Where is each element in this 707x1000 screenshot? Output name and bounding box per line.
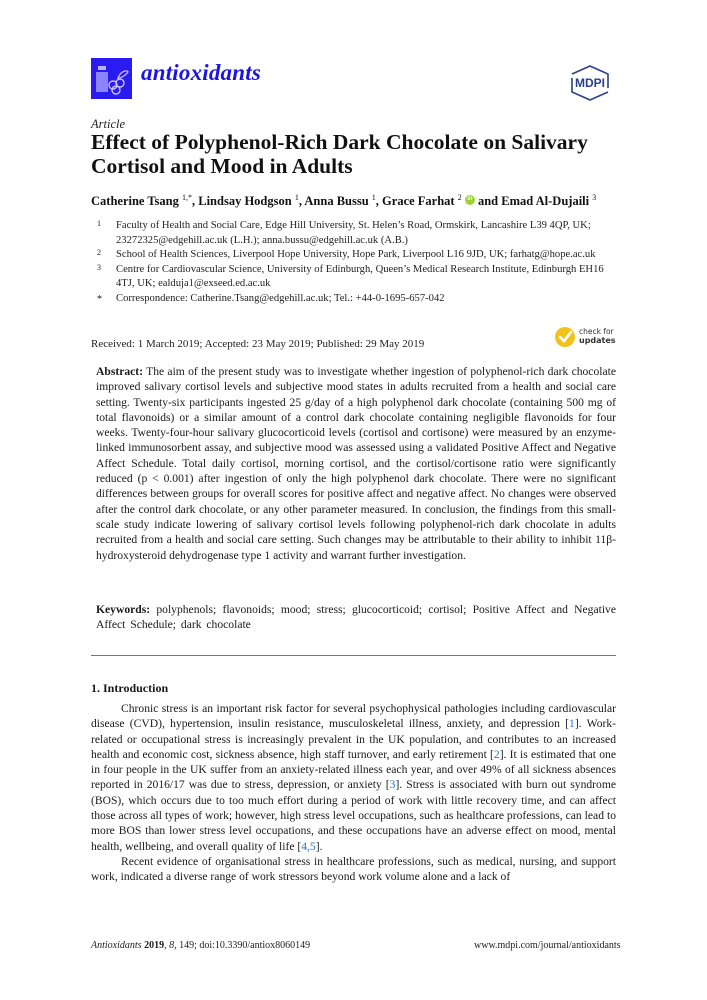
abstract <box>96 364 616 563</box>
affiliations <box>91 219 621 307</box>
author[interactable]: Catherine Tsang <box>91 194 179 209</box>
keywords-text: polyphenols; flavonoids; mood; stress; glucocorticoid; cortisol; Positive Affect and Negative Affect Schedule; dark chocolate <box>96 603 616 632</box>
introduction-body <box>91 701 616 885</box>
article-type: Article <box>91 117 126 131</box>
paragraph: Recent evidence of organisational stress in healthcare professions, such as medical, nursing, and support work, indicated a diverse range of work stressors beyond work volume alone and a lack of <box>91 854 616 884</box>
publication-dates: Received: 1 March 2019; Accepted: 23 May 2019; Published: 29 May 2019 <box>91 338 425 350</box>
checkmark-icon <box>555 327 575 347</box>
author-affil-mark: 3 <box>592 193 597 202</box>
author-affil-mark: 1 <box>371 193 376 202</box>
check-for-updates-button[interactable]: check for updates <box>555 327 625 349</box>
citation-link[interactable]: 1 <box>569 717 575 731</box>
citation-link[interactable]: 2 <box>493 747 500 761</box>
author[interactable]: Emad Al-Dujaili <box>501 194 590 209</box>
abstract-label: Abstract: <box>96 365 144 378</box>
abstract-text: The aim of the present study was to investigate whether ingestion of polyphenol-rich dark chocolate improved salivary cortisol levels and subjective mood states in adults recruited from a health and social care setting. Twenty-six participants ingested 25 g/day of a high polyphenol dark chocolate (containing 500 mg of total flavonoids) or a similar amount of a control dark chocolate containing negligible flavonoids for four weeks. Twenty-four-hour salivary glucocorticoid levels (cortisol and cortisone) were measured by an enzyme-linked immunosorbent assay, and subjective mood was assessed using a validated Positive Affect and Negative Affect Schedule. Total daily cortisol, morning cortisol, and the cortisol/cortisone ratio were significantly reduced (p < 0.001) after ingestion of only the high polyphenol dark chocolate. There were no significant differences between groups for overall scores for positive affect and negative affect. No changes were observed after the control dark chocolate, or any other parameter measured. In conclusion, the findings from this small-scale study indicate lowering of salivary cortisol levels following polyphenol-rich dark chocolate in adults recruited from a health and social care setting. Such changes may be attributable to their ability to inhibit 11β-hydroxysteroid dehydrogenase type 1 activity and warrant further investigation. <box>96 365 616 562</box>
section-divider <box>91 655 616 656</box>
author[interactable]: Grace Farhat <box>382 194 455 209</box>
author-affil-mark: 2 <box>457 193 462 202</box>
keywords-label: Keywords: <box>96 603 151 616</box>
svg-text:MDPI: MDPI <box>575 76 605 90</box>
author-affil-mark: 1,* <box>182 193 192 202</box>
journal-name: antioxidants <box>141 60 261 85</box>
paragraph: Chronic stress is an important risk factor for several psychophysical pathologies including cardiovascular disease (CVD), hypertension, insulin resistance, musculoskeletal illness, anxiety, and depression [1]. Work-related or occupational stress is increasingly prevalent in the UK population, and contributes to an increased health and economic cost, sickness absence, high staff turnover, and early retirement [2]. It is estimated that one in four people in the UK suffer from an anxiety-related illness each year, and over 49% of all sickness absences reported in 2016/17 was due to stress, depression, or anxiety [3]. Stress is associated with burn out syndrome (BOS), which occurs due to too much effort during a period of work with little recovery time, and can affect those across all types of work; however, high stress level occupations, such as healthcare professions, can lead to more BOS than lower stress level occupations, and these occupations have an adverse effect on mood, mental health, wellbeing, and overall quality of life [4,5]. <box>91 702 617 853</box>
affiliation-item: 1 Faculty of Health and Social Care, Edge Hill University, St. Helen’s Road, Ormskirk, Lancashire L39 4QP, UK; 23272325@edgehill.ac.uk (L.H.); anna.bussu@edgehill.ac.uk (A.B.) <box>97 219 591 246</box>
mdpi-logo-icon <box>566 64 614 102</box>
citation-link[interactable]: 3 <box>389 778 396 792</box>
citation-link[interactable]: 4,5 <box>301 839 316 853</box>
author[interactable]: Lindsay Hodgson <box>198 194 292 209</box>
author[interactable]: Anna Bussu <box>304 194 369 209</box>
author-list: Catherine Tsang $^{1,*}$, Lindsay Hodgson $^1$, Anna Bussu $^1$, Grace Farhat $^2$ iD and Emad Al-Dujaili $^3$ <box>91 193 597 209</box>
keywords <box>96 602 616 633</box>
author-affil-mark: 1 <box>294 193 299 202</box>
section-heading-introduction: 1. Introduction <box>91 681 169 695</box>
affiliation-item: 3 Centre for Cardiovascular Science, University of Edinburgh, Queen’s Medical Research Institute, Edinburgh EH16 4TJ, UK; ealduja1@exseed.ed.ac.uk <box>97 262 604 290</box>
orcid-icon[interactable]: iD <box>465 195 475 205</box>
article-title: Effect of Polyphenol-Rich Dark Chocolate on Salivary Cortisol and Mood in Adults <box>91 130 588 178</box>
affiliation-item: 2 School of Health Sciences, Liverpool Hope University, Hope Park, Liverpool L16 9JD, UK; farhatg@hope.ac.uk <box>97 248 596 261</box>
journal-logo-icon <box>91 58 132 99</box>
correspondence: * Correspondence: Catherine.Tsang@edgehill.ac.uk; Tel.: +44-0-1695-657-042 <box>97 292 445 305</box>
citation-footer: Antioxidants 2019, 8, 149; doi:10.3390/antiox8060149 <box>91 940 311 951</box>
journal-url-link[interactable]: www.mdpi.com/journal/antioxidants <box>474 940 621 951</box>
